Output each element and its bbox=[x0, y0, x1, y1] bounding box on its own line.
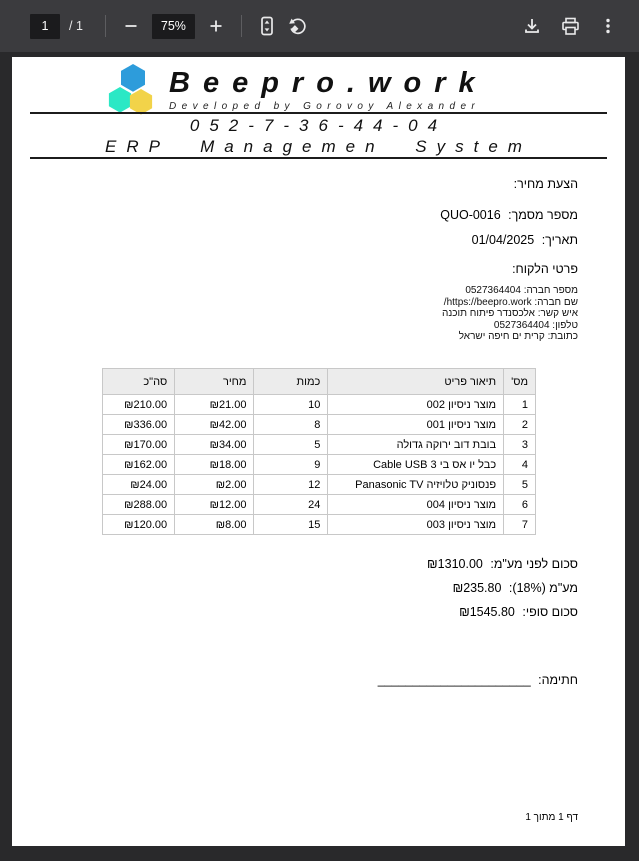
doc-number-label: מספר מסמך: bbox=[508, 208, 578, 222]
rotate-counterclockwise-icon bbox=[287, 16, 307, 36]
doc-number-line bbox=[440, 208, 578, 222]
print-icon bbox=[561, 17, 580, 36]
header-divider bbox=[30, 157, 607, 159]
brand-name: Beepro.work bbox=[169, 66, 488, 99]
pdf-toolbar bbox=[0, 0, 639, 52]
beepro-logo-icon bbox=[102, 62, 160, 116]
col-header-no: מס' bbox=[504, 369, 536, 395]
brand-header bbox=[102, 62, 488, 116]
kebab-menu-icon bbox=[600, 17, 616, 35]
items-table bbox=[102, 368, 536, 535]
toolbar-divider bbox=[105, 15, 106, 37]
vat-line bbox=[453, 581, 578, 595]
customer-section-header: פרטי הלקוח: bbox=[512, 262, 578, 276]
vat-label: מע"מ (18%): bbox=[508, 581, 578, 595]
doc-number-value: QUO-0016 bbox=[440, 208, 501, 222]
zoom-in-button[interactable] bbox=[201, 11, 231, 41]
doc-date-label: תאריך: bbox=[541, 233, 578, 247]
subtotal-line bbox=[427, 557, 578, 571]
customer-details bbox=[442, 285, 578, 343]
signature-label: חתימה: bbox=[538, 673, 578, 687]
customer-field: מספר חברה: 0527364404 bbox=[465, 285, 578, 296]
table-row: 7 מוצר ניסיון 003 15 ₪8.00 ₪120.00 bbox=[103, 515, 536, 535]
table-row: 6 מוצר ניסיון 004 24 ₪12.00 ₪288.00 bbox=[103, 495, 536, 515]
page-count-label: / 1 bbox=[69, 19, 83, 33]
grand-total-value: ₪1545.80 bbox=[459, 605, 515, 619]
download-button[interactable] bbox=[517, 11, 547, 41]
table-row: 1 מוצר ניסיון 002 10 ₪21.00 ₪210.00 bbox=[103, 395, 536, 415]
customer-field: כתובת: קרית ים חיפה ישראל bbox=[458, 331, 578, 343]
fit-page-icon bbox=[258, 16, 276, 36]
header-divider bbox=[30, 112, 607, 114]
customer-field: טלפון: 0527364404 bbox=[493, 319, 578, 331]
print-button[interactable] bbox=[555, 11, 585, 41]
items-table-header-row bbox=[103, 369, 536, 395]
fit-page-button[interactable] bbox=[252, 11, 282, 41]
signature-blank: ______________________ bbox=[377, 673, 531, 687]
system-title: ERP Managemen System bbox=[105, 137, 532, 156]
col-header-total: סה"כ bbox=[103, 369, 175, 395]
table-row: 4 כבל יו אס בי Cable USB 3 9 ₪18.00 ₪162.00 bbox=[103, 455, 536, 475]
brand-tagline: Developed by Gorovoy Alexander bbox=[169, 100, 481, 112]
quote-title: הצעת מחיר: bbox=[513, 177, 578, 191]
zoom-out-button[interactable] bbox=[116, 11, 146, 41]
customer-field: שם חברה: https://beepro.work/ bbox=[443, 296, 578, 308]
plus-icon bbox=[209, 19, 223, 33]
doc-date-line bbox=[472, 233, 578, 247]
col-header-description: תיאור פריט bbox=[328, 369, 504, 395]
table-row: 2 מוצר ניסיון 001 8 ₪42.00 ₪336.00 bbox=[103, 415, 536, 435]
pdf-page bbox=[12, 57, 625, 846]
more-options-button[interactable] bbox=[593, 11, 623, 41]
zoom-level-display: 75% bbox=[152, 14, 195, 39]
page-footer: דף 1 מתוך 1 bbox=[525, 812, 578, 823]
download-icon bbox=[523, 17, 541, 35]
vat-value: ₪235.80 bbox=[452, 581, 502, 595]
col-header-qty: כמות bbox=[254, 369, 328, 395]
grand-total-label: סכום סופי: bbox=[522, 605, 578, 619]
doc-date-value: 01/04/2025 bbox=[471, 233, 535, 247]
page-number-input[interactable] bbox=[30, 14, 60, 39]
subtotal-value: ₪1310.00 bbox=[427, 557, 483, 571]
rotate-button[interactable] bbox=[282, 11, 312, 41]
brand-phone: 052-7-36-44-04 bbox=[189, 116, 448, 135]
table-row: 3 בובת דוב ירוקה גדולה 5 ₪34.00 ₪170.00 bbox=[103, 435, 536, 455]
customer-field: איש קשר: אלכסנדר פיתוח תוכנה bbox=[442, 308, 578, 320]
grand-total-line bbox=[459, 605, 578, 619]
minus-icon bbox=[124, 19, 138, 33]
subtotal-label: סכום לפני מע"מ: bbox=[490, 557, 578, 571]
col-header-price: מחיר bbox=[175, 369, 254, 395]
table-row: 5 פנסוניק טלויזיה Panasonic TV 12 ₪2.00 ₪24.00 bbox=[103, 475, 536, 495]
toolbar-divider bbox=[241, 15, 242, 37]
signature-line bbox=[378, 673, 578, 687]
